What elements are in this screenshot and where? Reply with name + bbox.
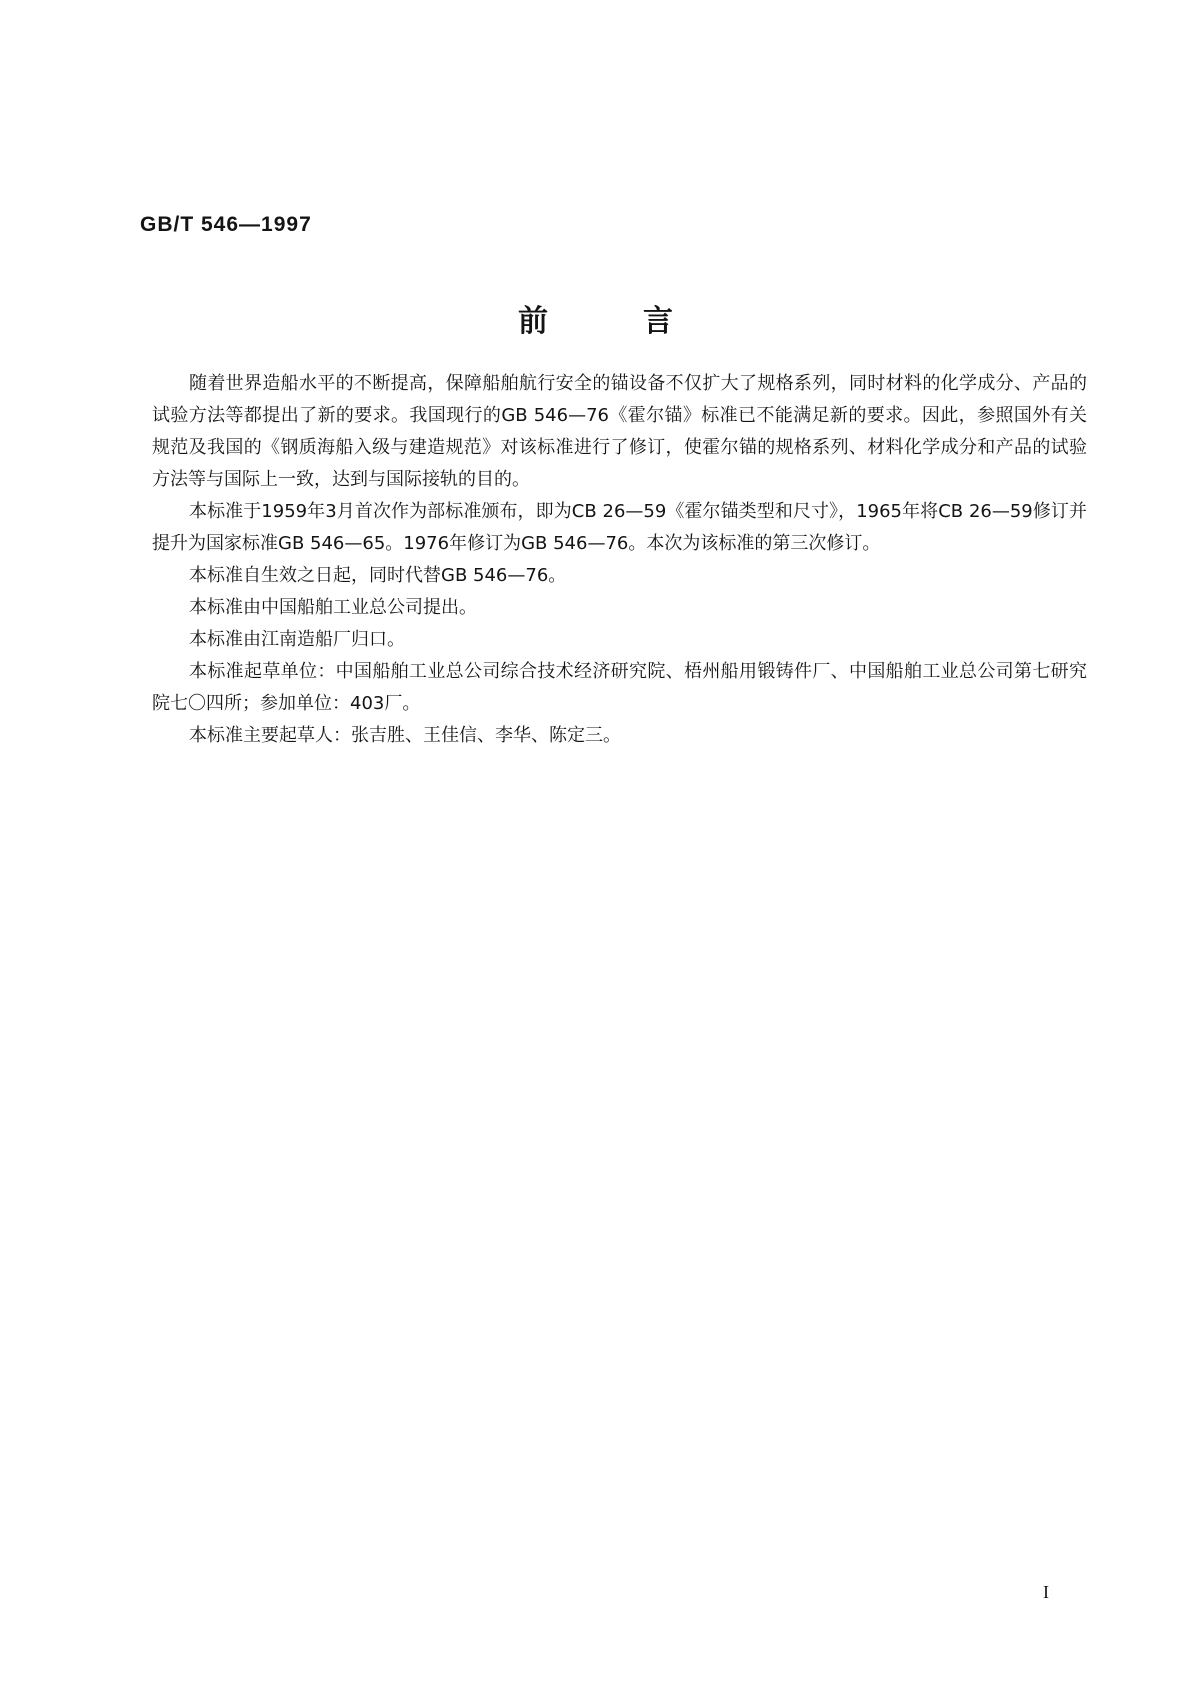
paragraph-background: 随着世界造船水平的不断提高，保障船舶航行安全的锚设备不仅扩大了规格系列，同时材料的化学成分、产品的试验方法等都提出了新的要求。我国现行的GB 546—76《霍尔锚》标准已不能满足新的要求。因此，参照国外有关规范及我国的《钢质海船入级与建造规范》对该标准进行了修订，使霍尔锚的规格系列、材料化学成分和产品的试验方法等与国际上一致，达到与国际接轨的目的。 xyxy=(152,373,1087,490)
title-char-1: 前 xyxy=(518,304,548,339)
paragraph-history: 本标准于1959年3月首次作为部标准颁布，即为CB 26—59《霍尔锚类型和尺寸》，1965年将CB 26—59修订并提升为国家标准GB 546—65。1976年修订为GB 546—76。本次为该标准的第三次修订。 xyxy=(152,501,1087,554)
title-char-2: 言 xyxy=(643,304,673,339)
paragraph-proposer: 本标准由中国船舶工业总公司提出。 xyxy=(189,597,477,618)
paragraph-supersedes: 本标准自生效之日起，同时代替GB 546—76。 xyxy=(189,565,567,586)
page-title xyxy=(0,300,1191,344)
paragraph-drafters: 本标准主要起草人：张吉胜、王佳信、李华、陈定三。 xyxy=(189,725,621,746)
standard-code: GB/T 546—1997 xyxy=(140,213,312,236)
paragraph-responsible: 本标准由江南造船厂归口。 xyxy=(189,629,405,650)
foreword-body xyxy=(152,368,1087,752)
paragraph-drafting-units: 本标准起草单位：中国船舶工业总公司综合技术经济研究院、梧州船用锻铸件厂、中国船舶工业总公司第七研究院七〇四所；参加单位：403厂。 xyxy=(152,661,1087,714)
page-number: I xyxy=(1043,1582,1049,1602)
